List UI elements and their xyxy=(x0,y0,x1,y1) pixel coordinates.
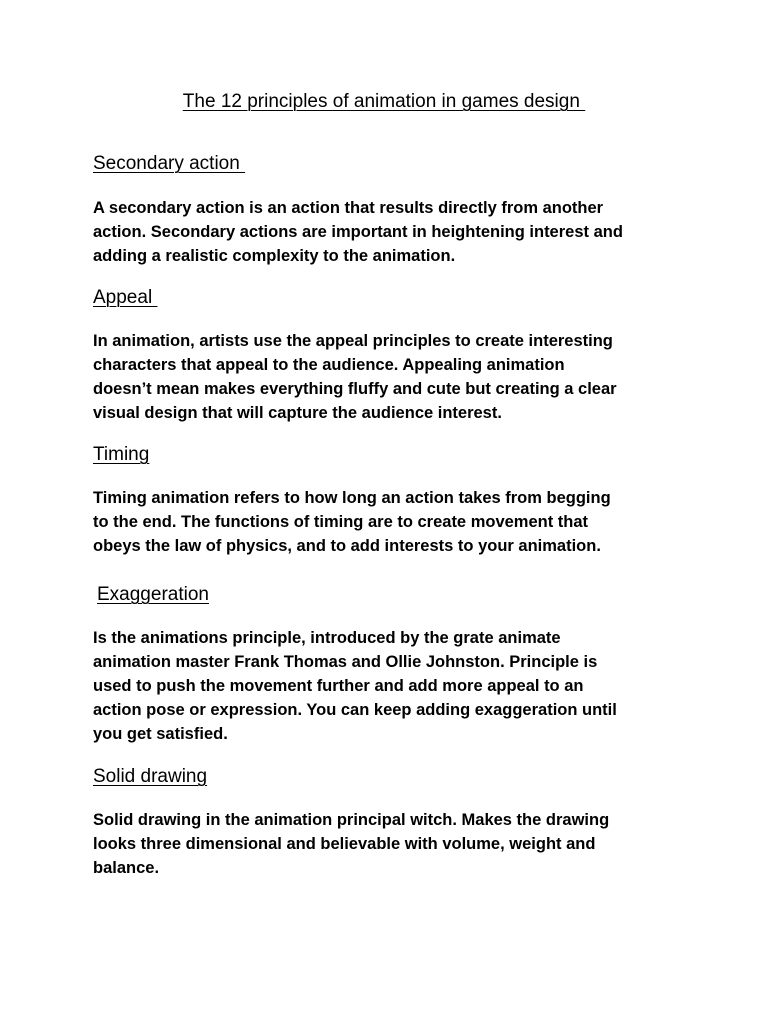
paragraph-line: action pose or expression. You can keep adding exaggeration until xyxy=(93,701,617,719)
paragraph-line: to the end. The functions of timing are to create movement that xyxy=(93,513,589,531)
heading-appeal: Appeal xyxy=(93,287,158,308)
paragraph-line: characters that appeal to the audience. Appealing animation xyxy=(93,356,565,374)
heading-solid-drawing: Solid drawing xyxy=(93,766,208,787)
paragraph-timing xyxy=(93,486,683,558)
paragraph-line: Is the animations principle, introduced by the grate animate xyxy=(93,629,561,647)
paragraph-line: balance. xyxy=(93,859,160,877)
paragraph-appeal xyxy=(93,329,683,425)
paragraph-line: used to push the movement further and add more appeal to an xyxy=(93,677,584,695)
paragraph-solid-drawing xyxy=(93,808,683,880)
paragraph-line: doesn’t mean makes everything fluffy and cute but creating a clear xyxy=(93,380,617,398)
paragraph-line: visual design that will capture the audience interest. xyxy=(93,404,502,422)
heading-secondary-action: Secondary action xyxy=(93,153,246,174)
paragraph-line: obeys the law of physics, and to add interests to your animation. xyxy=(93,537,601,555)
paragraph-line: looks three dimensional and believable with volume, weight and xyxy=(93,835,596,853)
document-title: The 12 principles of animation in games design xyxy=(182,91,586,112)
paragraph-line: you get satisfied. xyxy=(93,725,228,743)
heading-exaggeration: Exaggeration xyxy=(97,584,209,605)
paragraph-line: Timing animation refers to how long an action takes from begging xyxy=(93,489,611,507)
paragraph-line: action. Secondary actions are important in heightening interest and xyxy=(93,223,623,241)
paragraph-line: adding a realistic complexity to the animation. xyxy=(93,247,456,265)
paragraph-line: In animation, artists use the appeal principles to create interesting xyxy=(93,332,613,350)
paragraph-line: A secondary action is an action that results directly from another xyxy=(93,199,604,217)
paragraph-exaggeration xyxy=(93,626,683,746)
paragraph-secondary-action xyxy=(93,196,683,268)
paragraph-line: animation master Frank Thomas and Ollie Johnston. Principle is xyxy=(93,653,598,671)
paragraph-line: Solid drawing in the animation principal witch. Makes the drawing xyxy=(93,811,610,829)
heading-timing: Timing xyxy=(93,444,150,465)
